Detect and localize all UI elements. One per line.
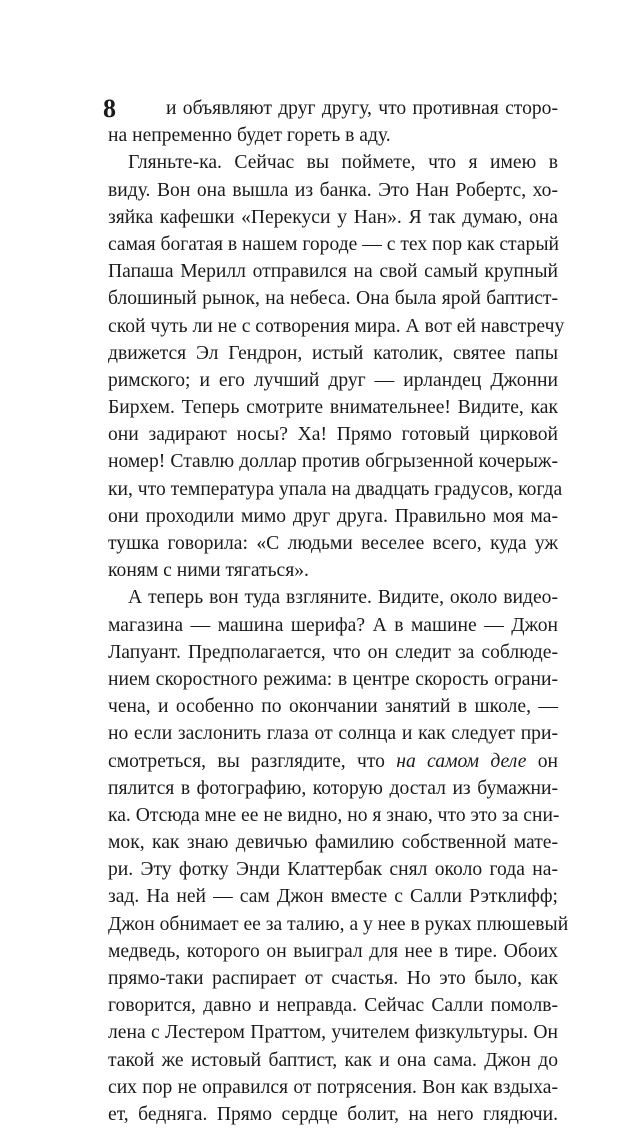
text-line: Лапуант. Предполагается, что он следит за соблюде- [108, 641, 558, 663]
text-line: говорится, давно и неправда. Сейчас Салли помолв- [108, 995, 558, 1017]
text-line: на непременно будет гореть в аду. [108, 125, 391, 147]
text-line: номер! Ставлю доллар против обгрызенной кочерыж- [108, 451, 558, 473]
text-line: ки, что температура упала на двадцать градусов, когда [108, 478, 563, 500]
text-line: чена, и особенно по окончании занятий в школе, — [108, 696, 558, 718]
text-line: пялится в фотографию, которую достал из бумажни- [108, 777, 558, 799]
text-line: Гляньте-ка. Сейчас вы поймете, что я имею в [128, 152, 558, 174]
text-line: нием скоростного режима: в центре скорость ограни- [108, 668, 558, 690]
text-line [108, 748, 558, 775]
text-line: такой же истовый баптист, как и она сама. Джон до [108, 1049, 558, 1071]
text-line: лена с Лестером Праттом, учителем физкультуры. Он [108, 1022, 558, 1044]
text-line: мок, как знаю девичью фамилию собственной мате- [108, 832, 558, 854]
text-line: блошиный рынок, на небеса. Она была ярой баптист- [108, 288, 558, 310]
text-line: Бирхем. Теперь смотрите внимательнее! Видите, как [108, 397, 558, 419]
text-line: А теперь вон туда взгляните. Видите, около видео- [128, 587, 558, 609]
text-line: ской чуть ли не с сотворения мира. А вот ей навстречу [108, 315, 565, 337]
text-line: медведь, которого он выиграл для нее в тире. Обоих [108, 940, 558, 962]
text-line: магазина — машина шерифа? А в машине — Джон [108, 614, 558, 636]
text-line: и объявляют друг другу, что противная сторо- [166, 98, 558, 119]
text-line: зяйка кафешки «Перекуси у Нан». Я так думаю, она [108, 206, 558, 228]
text-line: Папаша Мерилл отправился на свой самый крупный [108, 261, 558, 283]
text-line: римского; и его лучший друг — ирландец Джонни [108, 369, 558, 391]
body-text [108, 95, 569, 1128]
text-line: ка. Отсюда мне ее не видно, но я знаю, что это за сни- [108, 804, 560, 826]
page-number: 8 [103, 94, 116, 123]
text-line-part: смотреться, вы разглядите, что [108, 750, 397, 772]
text-line: движется Эл Гендрон, истый католик, святее папы [108, 342, 558, 364]
text-line: самая богатая в нашем городе — с тех пор как старый [108, 233, 560, 255]
text-line: ри. Эту фотку Энди Клаттербак снял около года на- [108, 859, 558, 881]
emphasis: на самом деле [396, 750, 527, 772]
text-line: коням с ними тягаться». [108, 560, 309, 582]
text-line: тушка говорила: «С людьми веселее всего, куда уж [108, 533, 558, 554]
text-line: они проходили мимо друг друга. Правильно моя ма- [108, 505, 558, 527]
text-line: виду. Вон она вышла из банка. Это Нан Робертс, хо- [108, 179, 558, 201]
text-line: они задирают носы? Ха! Прямо готовый цирковой [108, 424, 558, 446]
text-line: но если заслонить глаза от солнца и как следует при- [108, 723, 558, 745]
text-line: Джон обнимает ее за талию, а у нее в руках плюшевый [108, 913, 569, 935]
text-line-part: он [526, 750, 559, 772]
text-line: прямо-таки распирает от счастья. Но это было, как [108, 968, 558, 989]
text-line: ет, бедняга. Прямо сердце болит, на него глядючи. [108, 1103, 558, 1125]
text-line: сих пор не оправился от потрясения. Вон как вздыха- [108, 1076, 558, 1098]
text-line: зад. На ней — сам Джон вместе с Салли Рэтклифф; [108, 886, 558, 908]
